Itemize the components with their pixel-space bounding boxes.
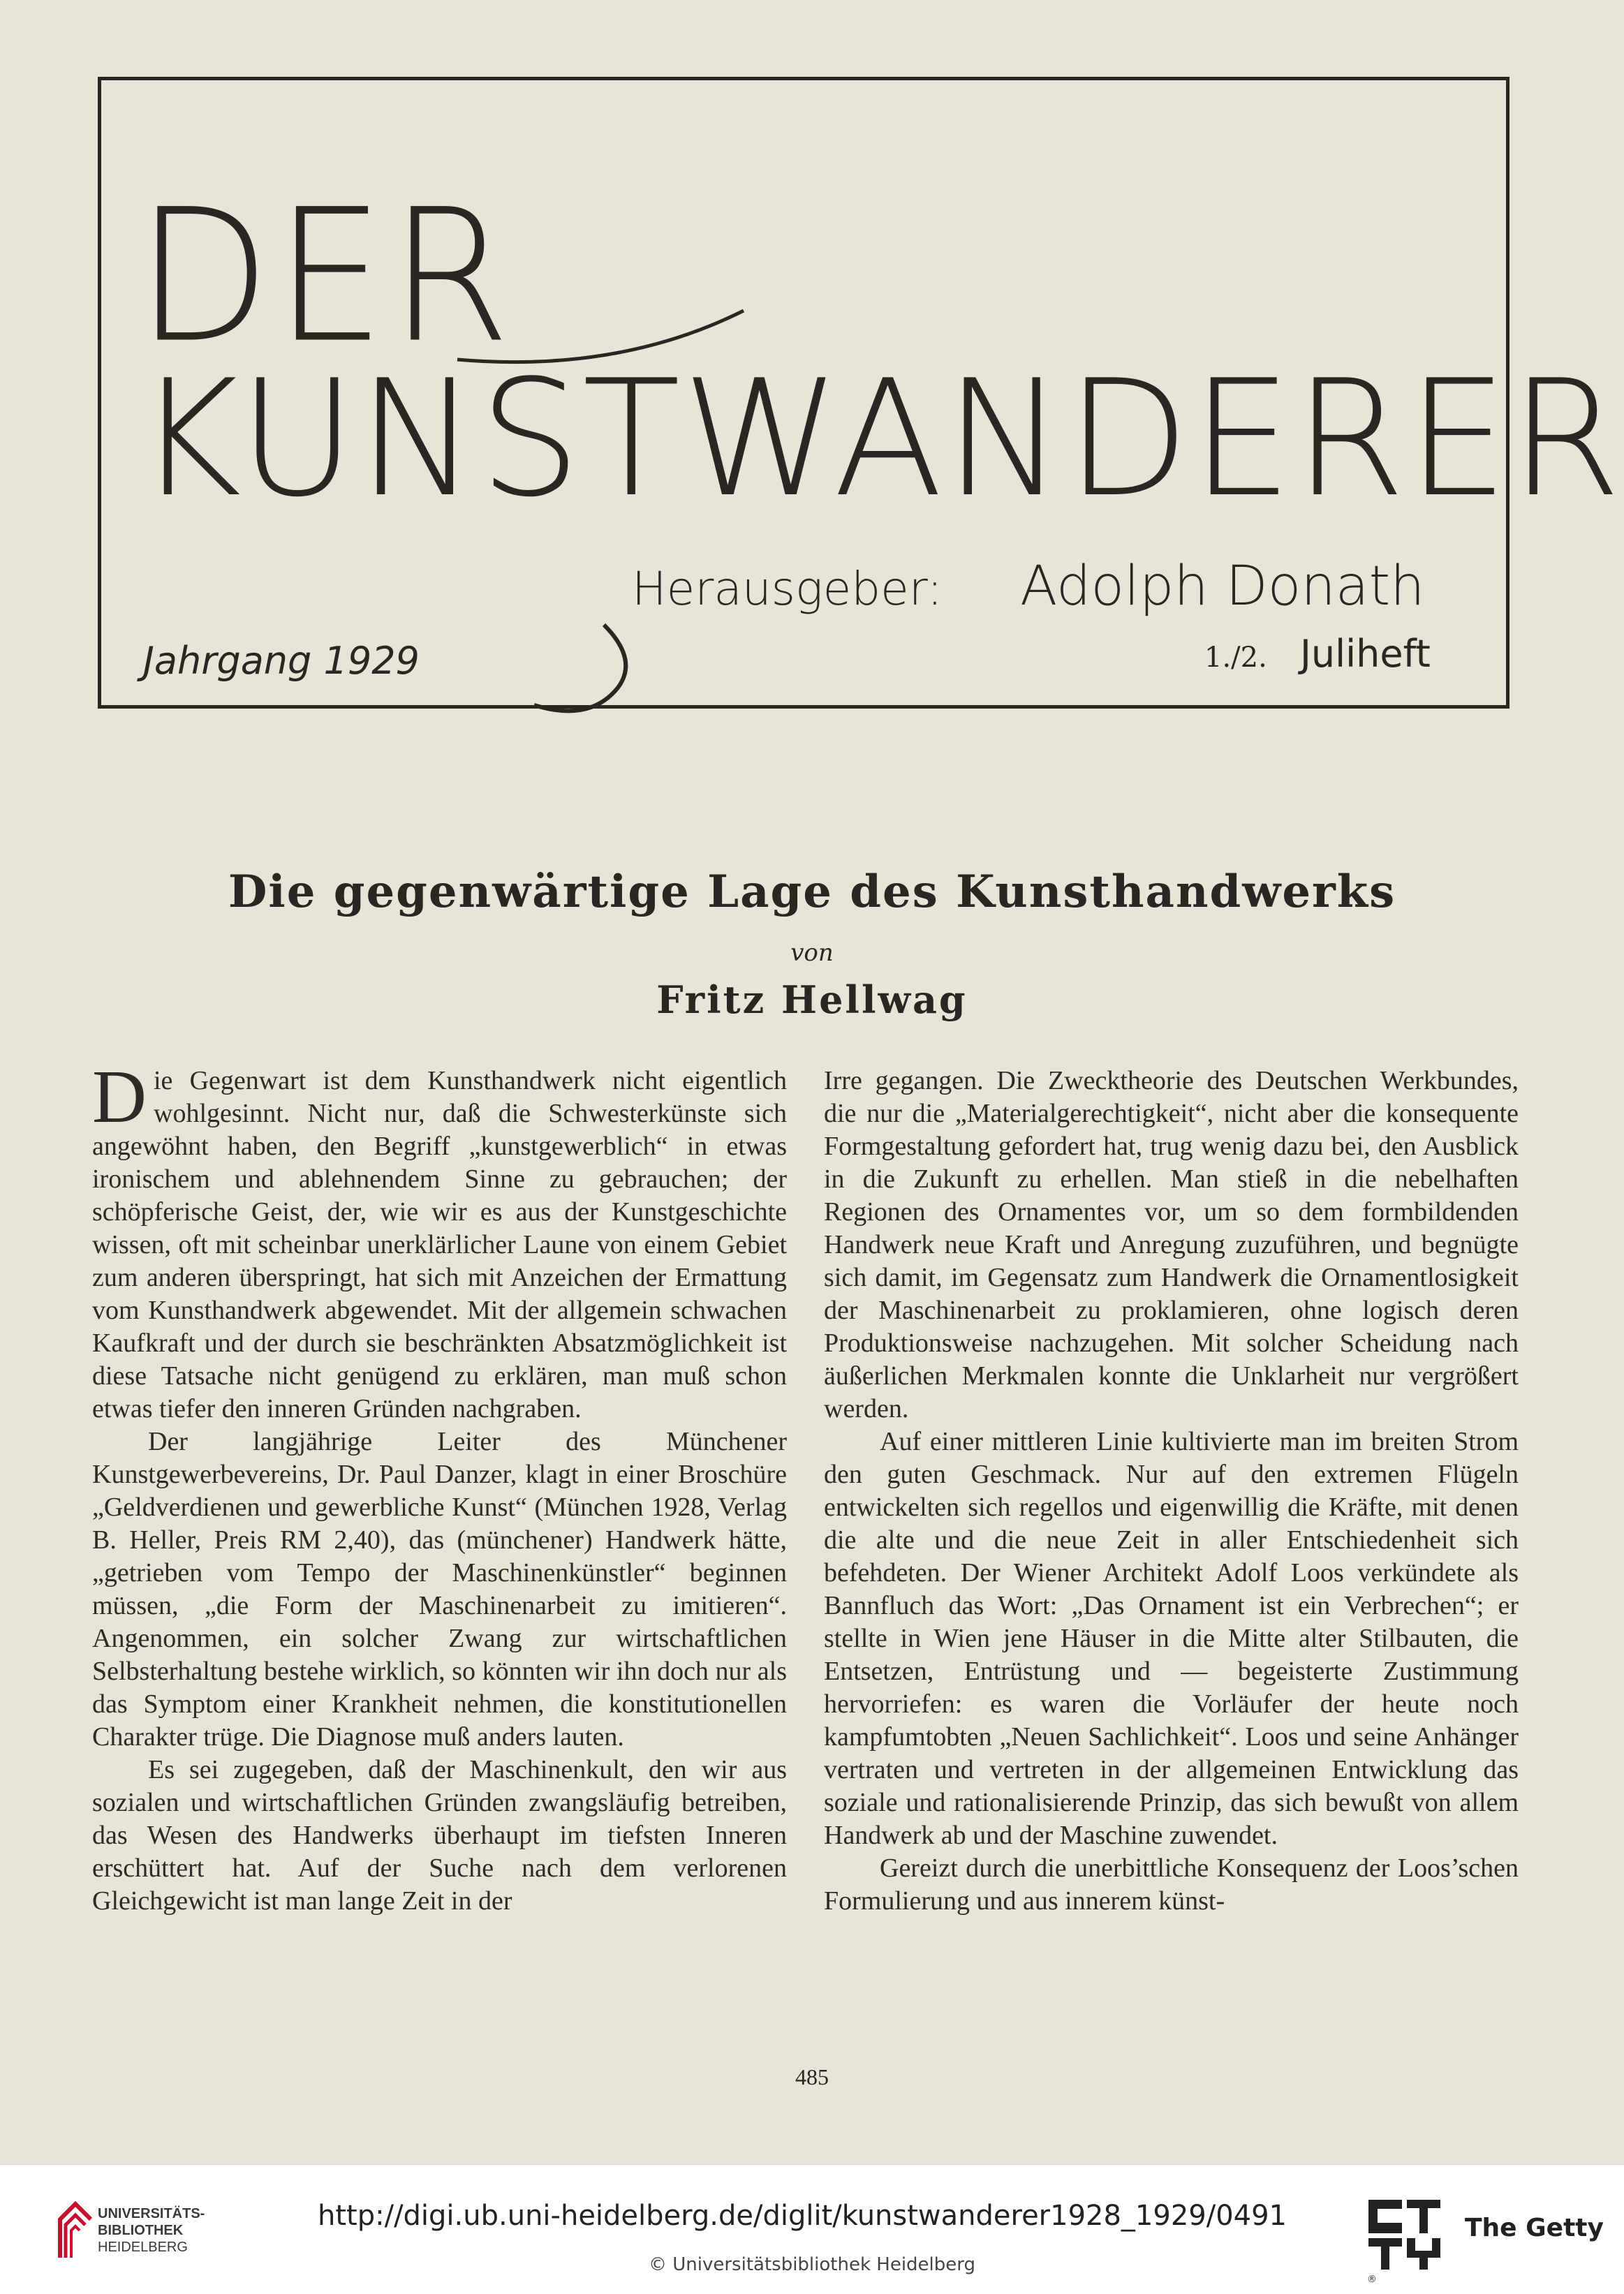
drop-cap: D <box>92 1056 147 1139</box>
university-library-logo-icon <box>56 2191 98 2261</box>
library-line1: UNIVERSITÄTS- <box>98 2206 205 2221</box>
issue-number: 1./2. <box>1204 642 1267 674</box>
issue-name: Juliheft <box>1299 632 1431 676</box>
paragraph: Irre gegangen. Die Zwecktheorie des Deutschen Werkbundes, die nur die „Materialgerechtigkeit“, nicht aber die konsequente Formgestaltung gefordert hat, trug wenig dazu bei, den Ausblick in die Zukunft zu erhellen. Man stieß in die nebelhaften Regionen des Ornamentes vor, um so dem formbildenden Handwerk neue Kraft und Anregung zuzuführen, und begnügte sich damit, im Gegensatz zum Handwerk die Ornamentlosigkeit der Maschinenarbeit zu proklamieren, ohne logisch deren Produktionsweise nachzugehen. Mit solcher Scheidung nach äußerlichen Merkmalen konnte die Unklarheit nur vergrößert werden. <box>824 1066 1519 1423</box>
footer <box>0 2164 1624 2294</box>
masthead-issue <box>1204 632 1431 676</box>
paragraph: Der langjährige Leiter des Münchener Kunstgewerbevereins, Dr. Paul Danzer, klagt in einer Broschüre „Geldverdienen und gewerbliche Kunst“ (München 1928, Verlag B. Heller, Preis RM 2,40), das (münchener) Handwerk hätte, „getrieben vom Tempo der Maschinenkünstler“ beginnen müssen, „die Form der Maschinenarbeit zu imitieren“. Angenommen, ein solcher Zwang zur wirtschaftlichen Selbsterhaltung bestehe wirklich, so könnten wir ihn doch nur als das Symptom einer Krankheit nehmen, die konstitutionellen Charakter trüge. Die Diagnose muß anders lauten. <box>92 1427 787 1752</box>
paragraph: Gereizt durch die unerbittliche Konsequenz der Loos’schen Formulierung und aus innerem künst- <box>824 1853 1519 1916</box>
paragraph-text: ie Gegenwart ist dem Kunsthandwerk nicht eigentlich wohlgesinnt. Nicht nur, daß die Schwesterkünste sich angewöhnt haben, den Begriff „kunstgewerblich“ in etwas ironischem und ablehnendem Sinne zu gebrauchen; der schöpferische Geist, der, wie wir es aus der Kunstgeschichte wissen, oft mit scheinbar unerklärlicher Laune von einem Gebiet zum anderen überspringt, hat sich mit Anzeichen der Ermattung vom Kunsthandwerk abgewendet. Mit der allgemein schwachen Kaufkraft und der durch sie beschränkten Absatzmöglichkeit ist diese Tatsache nicht genügend zu erklären, man muß schon etwas tiefer den inneren Gründen nachgraben. <box>92 1066 787 1423</box>
paragraph <box>92 1056 787 1426</box>
paragraph: Es sei zugegeben, daß der Maschinenkult, den wir aus sozialen und wirtschaftlichen Gründen zwangsläufig betreiben, das Wesen des Handwerks überhaupt im tiefsten Inneren erschüttert hat. Auf der Suche nach dem verlorenen Gleichgewicht ist man lange Zeit in der <box>92 1755 787 1916</box>
masthead-year: Jahrgang 1929 <box>143 639 420 683</box>
getty-logo-icon <box>1365 2196 1449 2273</box>
left-column <box>92 1056 787 1918</box>
library-line2: BIBLIOTHEK <box>98 2223 184 2238</box>
article-author: Fritz Hellwag <box>656 977 968 1022</box>
university-library-name <box>98 2205 205 2256</box>
copyright-notice: © Universitätsbibliothek Heidelberg <box>648 2254 975 2275</box>
right-column <box>824 1065 1519 1918</box>
getty-name: The Getty <box>1465 2214 1604 2242</box>
masthead-title-line2: KUNSTWANDERER <box>136 346 1623 533</box>
paragraph: Auf einer mittleren Linie kultivierte man im breiten Strom den guten Geschmack. Nur auf den extremen Flügeln entwickelten sich regellos und eigenwillig die Kräfte, mit denen die alte und die neue Zeit in aller Entschiedenheit sich befehdeten. Der Wiener Architekt Adolf Loos verkündete als Bannfluch das Wort: „Das Ornament ist ein Verbrechen“; er stellte in Wien jene Häuser in die Mitte alter Stilbauten, die Entsetzen, Entrüstung und — begeisterte Zustimmung hervorriefen: es waren die Vorläufer der heute noch kampfumtobten „Neuen Sachlichkeit“. Loos und seine Anhänger vertraten und vertreten in der allgemeinen Entwicklung das soziale und rationalisierende Prinzip, das sich bewußt von allem Handwerk ab und der Maschine zuwendet. <box>824 1427 1519 1850</box>
masthead <box>98 77 1623 709</box>
editor-label: Herausgeber: <box>632 562 943 616</box>
masthead-title-line1: DER <box>136 169 515 383</box>
page-number: 485 <box>795 2064 829 2089</box>
trademark-symbol: ® <box>1367 2274 1377 2285</box>
permalink-url[interactable]: http://digi.ub.uni-heidelberg.de/diglit/kunstwanderer1928_1929/0491 <box>318 2200 1287 2232</box>
masthead-editor <box>632 555 1425 618</box>
library-line3: HEIDELBERG <box>98 2240 188 2255</box>
article-byline-von: von <box>790 939 834 967</box>
editor-name: Adolph Donath <box>1019 555 1425 618</box>
article-title: Die gegenwärtige Lage des Kunsthandwerks <box>228 866 1396 918</box>
